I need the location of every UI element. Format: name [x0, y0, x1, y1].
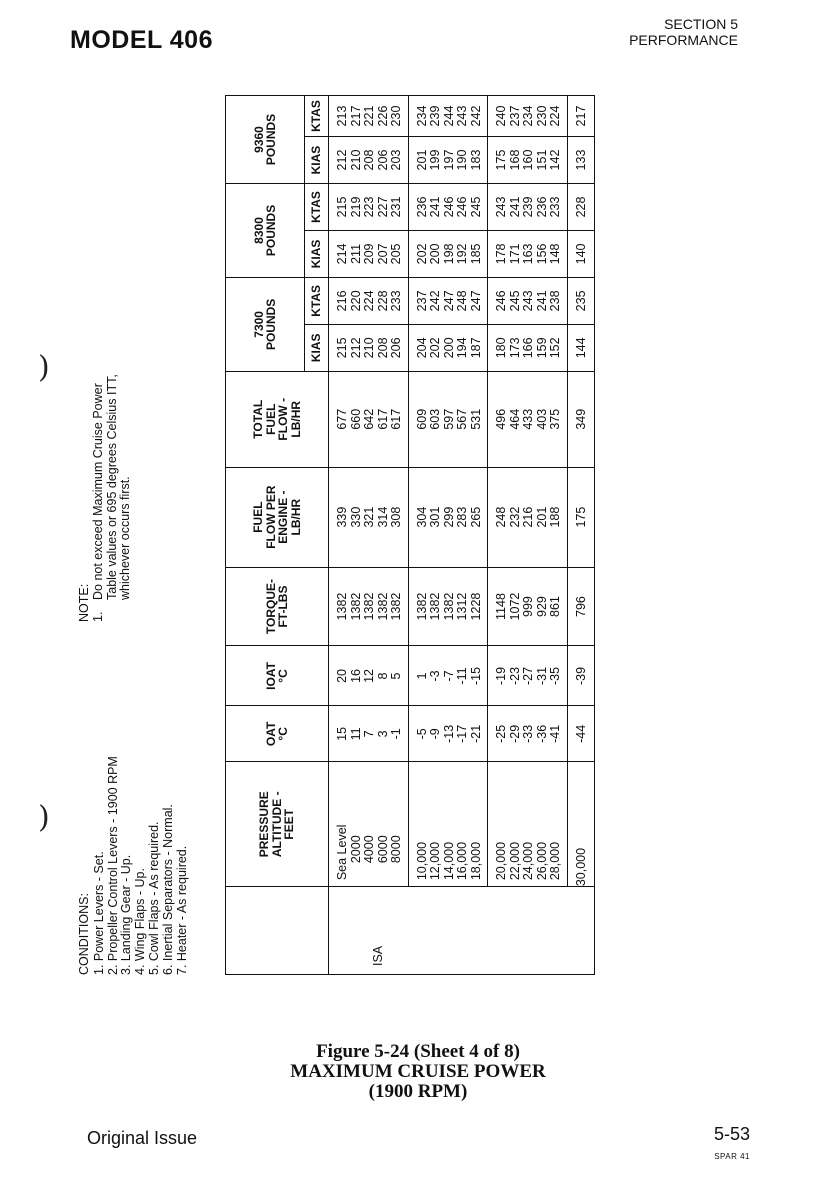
cell-value: 1382 — [348, 592, 363, 621]
cell-ktas-8300 — [329, 184, 409, 231]
cell-value: 224 — [548, 105, 562, 127]
cell-torque — [408, 567, 488, 646]
cell-value: 330 — [348, 506, 363, 528]
cell-ioat — [408, 646, 488, 706]
cell-value: 226 — [375, 105, 390, 127]
cell-value: 861 — [548, 596, 562, 617]
cell-value: 232 — [507, 506, 522, 528]
cell-value: 16,000 — [455, 841, 469, 881]
table-row — [408, 96, 488, 975]
cell-value: 283 — [455, 506, 469, 528]
cell-value: 18,000 — [468, 841, 483, 881]
cell-value: 242 — [428, 290, 442, 312]
header-oat: OAT °C — [226, 706, 329, 762]
cell-value: 148 — [548, 243, 562, 265]
cell-value: 2000 — [348, 835, 363, 864]
cell-value: 202 — [414, 243, 429, 265]
cell-ktas-9360 — [329, 96, 409, 137]
cell-value: 231 — [389, 196, 403, 218]
cell-value: 237 — [414, 290, 429, 312]
cell-value: 308 — [389, 506, 403, 528]
cell-value: 202 — [428, 337, 442, 359]
cell-value: 210 — [348, 149, 363, 171]
cell-value: 1 — [414, 672, 429, 680]
margin-mark-icon: ) — [38, 800, 50, 835]
cell-value: -5 — [414, 728, 429, 740]
cell-value: 496 — [494, 408, 508, 430]
model-title: MODEL 406 — [70, 26, 213, 54]
cell-value: 200 — [441, 337, 456, 359]
cell-value: 617 — [375, 408, 390, 430]
cell-fuel-total — [329, 371, 409, 467]
condition-item: 5. Cowl Flaps - As required. — [146, 821, 161, 975]
cell-value: 175 — [494, 149, 508, 171]
cell-value: 304 — [414, 506, 429, 528]
cell-value: 567 — [455, 408, 469, 430]
cell-value: 201 — [414, 149, 429, 171]
cell-value: 265 — [468, 506, 483, 528]
cell-altitude — [567, 762, 595, 887]
cell-value: 7 — [362, 730, 376, 738]
cell-value: 206 — [389, 337, 403, 359]
cell-value: 180 — [494, 337, 508, 359]
cell-value: 464 — [507, 408, 522, 430]
cell-value: -44 — [573, 724, 588, 743]
cell-value: 188 — [548, 506, 562, 528]
cell-value: 173 — [507, 337, 522, 359]
cell-value: 142 — [548, 149, 562, 171]
cell-torque — [567, 567, 595, 646]
cell-value: -3 — [428, 670, 442, 682]
cell-value: 194 — [455, 337, 469, 359]
cell-value: 531 — [468, 408, 483, 430]
cell-value: -41 — [548, 724, 562, 743]
note-line: Do not exceed Maximum Cruise Power — [90, 383, 105, 600]
cell-value: 214 — [335, 243, 349, 265]
cell-value: -29 — [507, 724, 522, 743]
cell-value: -25 — [494, 724, 508, 743]
cell-value: -27 — [521, 666, 535, 685]
cell-ktas-9360 — [408, 96, 488, 137]
cell-value: 171 — [507, 243, 522, 265]
header-kias: KIAS — [305, 324, 329, 371]
cell-value: 178 — [494, 243, 508, 265]
cell-value: 236 — [534, 196, 549, 218]
note-line: whichever occurs first. — [118, 476, 133, 600]
cell-value: 20,000 — [494, 841, 508, 881]
cell-value: 241 — [428, 196, 442, 218]
cell-torque — [488, 567, 568, 646]
cell-value: 168 — [507, 149, 522, 171]
cell-value: 192 — [455, 243, 469, 265]
cell-value: 156 — [534, 243, 549, 265]
cell-kias-9360 — [329, 137, 409, 184]
cell-ktas-7300 — [408, 277, 488, 324]
cell-value: 660 — [348, 408, 363, 430]
cell-ktas-7300 — [329, 277, 409, 324]
cell-value: 233 — [548, 196, 562, 218]
cell-value: 235 — [573, 290, 588, 312]
cell-value: 339 — [335, 506, 349, 528]
cell-fuel-total — [408, 371, 488, 467]
cell-value: 133 — [573, 149, 588, 171]
cell-value: 205 — [389, 243, 403, 265]
cell-value: 217 — [348, 105, 363, 127]
cell-value: 3 — [375, 730, 390, 738]
cell-value: 200 — [428, 243, 442, 265]
cell-value: 233 — [389, 290, 403, 312]
cell-value: 245 — [468, 196, 483, 218]
header-weight-8300: 8300 POUNDS — [226, 184, 305, 278]
cell-value: 26,000 — [534, 841, 549, 881]
cell-value: 243 — [494, 196, 508, 218]
cell-ktas-8300 — [567, 184, 595, 231]
cell-value: 239 — [521, 196, 535, 218]
cell-value: 152 — [548, 337, 562, 359]
cell-value: 1382 — [414, 592, 429, 621]
cell-value: 20 — [335, 669, 349, 683]
cell-value: 1382 — [335, 592, 349, 621]
cell-value: -17 — [455, 724, 469, 743]
cell-value: 144 — [573, 337, 588, 359]
cell-value: 314 — [375, 506, 390, 528]
cell-value: -35 — [548, 666, 562, 685]
cell-value: 201 — [534, 506, 549, 528]
cell-value: 234 — [521, 105, 535, 127]
cell-ktas-9360 — [567, 96, 595, 137]
cell-value: -19 — [494, 666, 508, 685]
isa-header-cell — [226, 887, 329, 975]
cell-oat — [488, 706, 568, 762]
cell-value: 243 — [455, 105, 469, 127]
cell-value: -15 — [468, 666, 483, 685]
cell-value: 1072 — [507, 592, 522, 621]
cell-fuel-engine — [567, 467, 595, 567]
cell-value: 221 — [362, 105, 376, 127]
cell-value: 236 — [414, 196, 429, 218]
condition-item: 1. Power Levers - Set. — [91, 851, 106, 975]
cell-value: 1382 — [389, 592, 403, 621]
header-ktas: KTAS — [305, 184, 329, 231]
cell-value: 211 — [348, 243, 363, 264]
cell-value: 8000 — [389, 835, 403, 864]
cell-value: 14,000 — [441, 841, 456, 881]
cell-kias-9360 — [408, 137, 488, 184]
cell-value: 1382 — [428, 592, 442, 621]
cell-value: 220 — [348, 290, 363, 312]
cell-value: 219 — [348, 196, 363, 218]
cell-value: -33 — [521, 724, 535, 743]
cell-value: 215 — [335, 196, 349, 218]
note-item — [92, 374, 133, 622]
cell-value: 237 — [507, 105, 522, 127]
cell-value: 4000 — [362, 835, 376, 864]
cell-value: 213 — [335, 105, 349, 127]
cell-value: -39 — [573, 666, 588, 685]
cell-value: 217 — [573, 105, 588, 127]
cell-value: 212 — [348, 337, 363, 359]
cell-value: 242 — [468, 105, 483, 127]
cell-value: 208 — [375, 337, 390, 359]
cell-value: 248 — [455, 290, 469, 312]
cell-value: 140 — [573, 243, 588, 265]
cell-value: -11 — [455, 667, 469, 685]
section-number: SECTION 5 — [664, 16, 738, 32]
note-title: NOTE: — [77, 583, 91, 622]
cell-ioat — [488, 646, 568, 706]
cell-ktas-7300 — [567, 277, 595, 324]
cell-value: 228 — [375, 290, 390, 312]
cell-value: 224 — [362, 290, 376, 312]
condition-item: 6. Inertial Separators - Normal. — [160, 804, 175, 975]
cell-value: 30,000 — [573, 847, 588, 887]
cell-value: 244 — [441, 105, 456, 127]
cell-value: 349 — [573, 408, 588, 430]
cell-value: 12,000 — [428, 841, 442, 881]
cell-value: 243 — [521, 290, 535, 312]
cell-value: 241 — [534, 290, 549, 312]
cell-fuel-engine — [329, 467, 409, 567]
cell-value: 245 — [507, 290, 522, 312]
cell-value: 375 — [548, 408, 562, 430]
header-torque: TORQUE- FT-LBS — [226, 567, 329, 646]
isa-label: ISA — [329, 887, 595, 975]
page-number: 5-53 — [713, 1124, 750, 1144]
cell-kias-8300 — [408, 230, 488, 277]
cell-value: 166 — [521, 337, 535, 359]
cell-value: -7 — [441, 670, 456, 682]
cell-value: 212 — [335, 149, 349, 171]
cell-kias-7300 — [329, 324, 409, 371]
cell-value: 238 — [548, 290, 562, 312]
cell-value: -13 — [441, 724, 456, 743]
cell-value: -9 — [428, 728, 442, 740]
cell-value: Sea Level — [335, 824, 349, 881]
cell-value: 230 — [534, 105, 549, 127]
header-fuel-flow-engine: FUEL FLOW PER ENGINE - LB/HR — [226, 467, 329, 567]
note-line: Table values or 695 degrees Celsius ITT, — [104, 374, 119, 600]
caption-line-figure: Figure 5-24 (Sheet 4 of 8) — [316, 1041, 520, 1062]
cell-value: -23 — [507, 666, 522, 685]
cell-value: 433 — [521, 408, 535, 430]
header-pressure-altitude: PRESSURE ALTITUDE - FEET — [226, 762, 329, 887]
cell-value: 1382 — [441, 592, 456, 621]
cell-value: 5 — [389, 672, 403, 680]
cell-value: 215 — [335, 337, 349, 359]
cell-value: 209 — [362, 243, 376, 265]
cell-value: 1228 — [468, 592, 483, 621]
cell-value: 24,000 — [521, 841, 535, 881]
cell-value: 227 — [375, 196, 390, 218]
cell-value: 28,000 — [548, 841, 562, 881]
cell-value: 247 — [468, 290, 483, 312]
cell-altitude — [408, 762, 488, 887]
cell-value: 8 — [375, 672, 390, 680]
cell-value: 163 — [521, 243, 535, 265]
table-row — [488, 96, 568, 975]
table-body — [329, 96, 595, 975]
cell-kias-8300 — [329, 230, 409, 277]
cell-value: 246 — [455, 196, 469, 218]
cell-value: 183 — [468, 149, 483, 171]
cell-kias-9360 — [488, 137, 568, 184]
rotated-performance-sheet — [78, 95, 638, 975]
cell-value: 677 — [335, 408, 349, 430]
cell-value: -31 — [534, 666, 549, 685]
header-total-fuel-flow: TOTAL FUEL FLOW - LB/HR — [226, 371, 329, 467]
performance-table — [225, 95, 595, 975]
note-number: 1. — [90, 611, 105, 622]
cell-value: 999 — [521, 596, 535, 617]
cell-value: 796 — [573, 596, 588, 617]
cell-value: 1382 — [375, 592, 390, 621]
cell-value: 223 — [362, 196, 376, 218]
cell-kias-7300 — [408, 324, 488, 371]
cell-value: 246 — [494, 290, 508, 312]
cell-value: 199 — [428, 149, 442, 171]
cell-value: 248 — [494, 506, 508, 528]
cell-oat — [567, 706, 595, 762]
note-block — [78, 374, 133, 622]
cell-value: 1312 — [455, 592, 469, 621]
header-kias: KIAS — [305, 137, 329, 184]
cell-value: 246 — [441, 196, 456, 218]
header-ioat: IOAT °C — [226, 646, 329, 706]
cell-value: 175 — [573, 506, 588, 528]
figure-caption — [0, 1042, 836, 1102]
cell-value: 151 — [534, 149, 549, 171]
cell-value: 198 — [441, 243, 456, 265]
cell-oat — [329, 706, 409, 762]
cell-ktas-8300 — [408, 184, 488, 231]
cell-value: 11 — [348, 727, 363, 741]
condition-item: 2. Propeller Control Levers - 1900 RPM — [105, 756, 120, 975]
cell-value: 208 — [362, 149, 376, 171]
cell-altitude — [488, 762, 568, 887]
cell-value: 216 — [521, 506, 535, 528]
section-header — [629, 16, 738, 48]
cell-value: -36 — [534, 724, 549, 743]
cell-fuel-total — [488, 371, 568, 467]
cell-value: 1148 — [494, 593, 508, 620]
cell-value: 206 — [375, 149, 390, 171]
cell-value: 603 — [428, 408, 442, 430]
cell-value: 197 — [441, 149, 456, 171]
cell-kias-7300 — [567, 324, 595, 371]
cell-value: 230 — [389, 105, 403, 127]
cell-value: 15 — [335, 726, 349, 741]
footer-code: SPAR 41 — [714, 1152, 750, 1161]
cell-fuel-engine — [488, 467, 568, 567]
cell-value: 609 — [414, 408, 429, 430]
table-row — [567, 96, 595, 975]
cell-value: 239 — [428, 105, 442, 127]
caption-line-rpm: (1900 RPM) — [368, 1081, 468, 1102]
condition-item: 4. Wing Flaps - Up. — [133, 868, 148, 975]
cell-value: 228 — [573, 196, 588, 218]
cell-kias-9360 — [567, 137, 595, 184]
cell-value: 240 — [494, 105, 508, 127]
conditions-block — [78, 756, 189, 975]
cell-kias-8300 — [567, 230, 595, 277]
cell-value: 12 — [362, 669, 376, 683]
cell-ktas-8300 — [488, 184, 568, 231]
header-weight-9360: 9360 POUNDS — [226, 96, 305, 184]
cell-value: 241 — [507, 196, 522, 218]
cell-value: 216 — [335, 290, 349, 312]
cell-value: 247 — [441, 290, 456, 312]
cell-value: 22,000 — [507, 841, 522, 881]
cell-altitude — [329, 762, 409, 887]
cell-fuel-engine — [408, 467, 488, 567]
cell-value: 187 — [468, 337, 483, 359]
cell-ktas-7300 — [488, 277, 568, 324]
cell-value: 159 — [534, 337, 549, 359]
cell-value: 929 — [534, 596, 549, 617]
cell-value: 299 — [441, 506, 456, 528]
header-ktas: KTAS — [305, 277, 329, 324]
cell-value: -1 — [389, 728, 403, 740]
cell-value: 6000 — [375, 835, 390, 864]
cell-value: 301 — [428, 506, 442, 528]
cell-value: 321 — [362, 506, 376, 528]
cell-value: 597 — [441, 408, 456, 430]
caption-line-title: MAXIMUM CRUISE POWER — [290, 1061, 546, 1082]
cell-oat — [408, 706, 488, 762]
condition-item: 3. Landing Gear - Up. — [119, 854, 134, 975]
header-ktas: KTAS — [305, 96, 329, 137]
footer-issue: Original Issue — [87, 1128, 198, 1148]
cell-kias-7300 — [488, 324, 568, 371]
section-title: PERFORMANCE — [629, 32, 738, 48]
cell-value: 190 — [455, 149, 469, 171]
table-row — [329, 96, 409, 975]
cell-ktas-9360 — [488, 96, 568, 137]
cell-value: 642 — [362, 408, 376, 430]
cell-value: 204 — [414, 337, 429, 359]
condition-item: 7. Heater - As required. — [174, 845, 189, 975]
cell-ioat — [329, 646, 409, 706]
cell-value: -21 — [468, 724, 483, 743]
cell-ioat — [567, 646, 595, 706]
header-weight-7300: 7300 POUNDS — [226, 277, 305, 371]
cell-value: 10,000 — [414, 841, 429, 881]
margin-mark-icon: ) — [38, 350, 50, 385]
cell-value: 234 — [414, 105, 429, 127]
cell-torque — [329, 567, 409, 646]
cell-value: 16 — [348, 669, 363, 683]
cell-value: 1382 — [362, 592, 376, 621]
cell-value: 617 — [389, 408, 403, 430]
cell-value: 403 — [534, 408, 549, 430]
conditions-title: CONDITIONS: — [77, 893, 91, 975]
cell-kias-8300 — [488, 230, 568, 277]
cell-value: 203 — [389, 149, 403, 171]
cell-value: 207 — [375, 243, 390, 265]
cell-value: 160 — [521, 149, 535, 171]
cell-fuel-total — [567, 371, 595, 467]
header-kias: KIAS — [305, 230, 329, 277]
cell-value: 210 — [362, 337, 376, 359]
cell-value: 185 — [468, 243, 483, 265]
